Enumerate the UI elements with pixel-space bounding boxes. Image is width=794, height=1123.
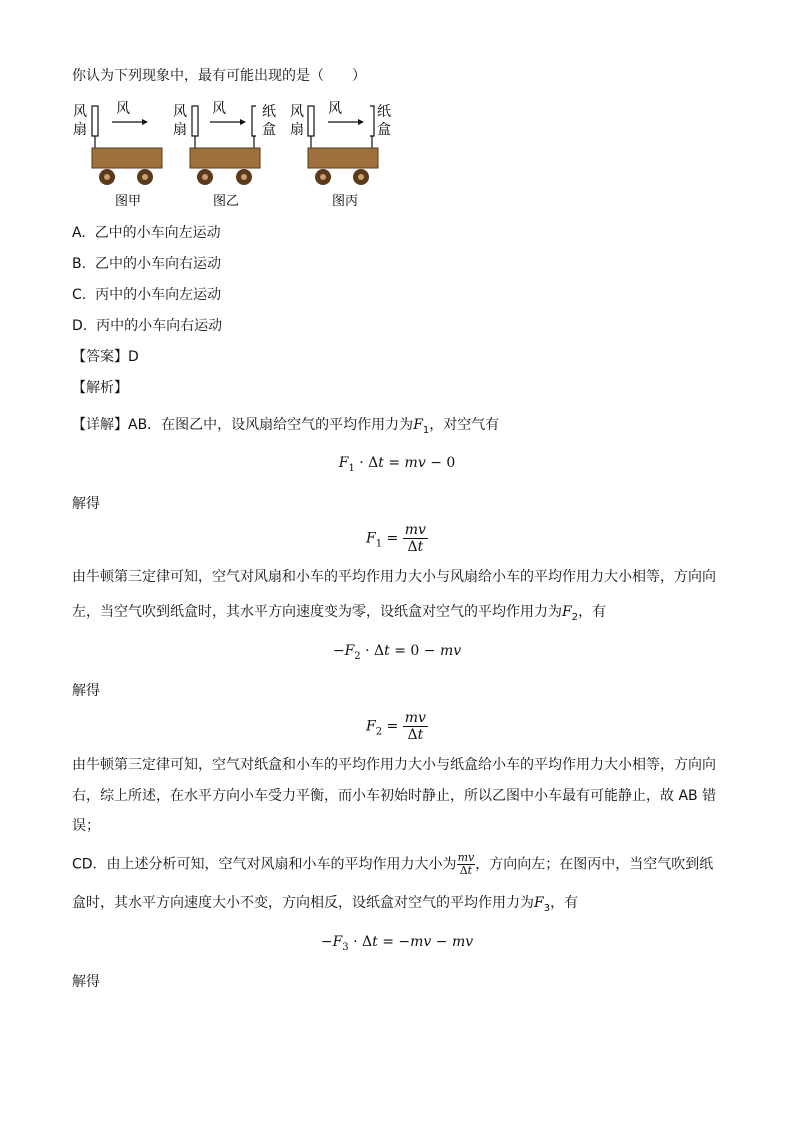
caption-jia: 图甲 xyxy=(115,194,142,209)
equation-5: $-F_3 \cdot \Delta t = -mv$ − mv xyxy=(320,934,474,953)
detail-p4: 由牛顿第三定律可知，空气对纸盒和小车的平均作用力大小与纸盒给小车的平均作用力大小相等，方向向 xyxy=(72,757,716,773)
equation-4: $F_2$ = $\frac{mv}{\Delta t}$ xyxy=(366,710,426,743)
svg-text:风: 风 xyxy=(173,104,187,120)
svg-text:盒: 盒 xyxy=(262,122,276,138)
question-text: 你认为下列现象中，最有可能出现的是（ ） xyxy=(72,68,366,84)
figure-yi xyxy=(173,101,276,209)
detail-p8: 盒时，其水平方向速度大小不变，方向相反，设纸盒对空气的平均作用力为$F_3$，有 xyxy=(72,895,579,914)
caption-yi: 图乙 xyxy=(213,194,240,209)
cart-body-2 xyxy=(190,148,260,168)
fan-cart-diagram xyxy=(70,96,410,216)
svg-text:风: 风 xyxy=(328,101,342,117)
option-a: A. 乙中的小车向左运动 xyxy=(72,225,221,241)
svg-text:纸: 纸 xyxy=(377,104,391,120)
svg-text:风: 风 xyxy=(212,101,226,117)
svg-text:扇: 扇 xyxy=(173,122,187,138)
cart-body-1 xyxy=(92,148,162,168)
paper-box-3 xyxy=(370,106,374,136)
equation-3: $-F_2 \cdot \Delta t = 0$ − mv xyxy=(332,643,462,662)
equation-2: $F_1$ = $\frac{mv}{\Delta t}$ xyxy=(366,522,426,555)
equation-1: $F_1 \cdot \Delta t$ = mv − 0 xyxy=(338,455,456,474)
option-d: D. 丙中的小车向右运动 xyxy=(72,318,223,334)
svg-text:扇: 扇 xyxy=(73,122,87,138)
answer-line xyxy=(72,347,139,367)
fan-3 xyxy=(308,106,314,136)
solve-label-3: 解得 xyxy=(72,974,100,990)
answer-tag: 【答案】 xyxy=(72,349,128,365)
option-b: B. 乙中的小车向右运动 xyxy=(72,256,221,272)
caption-bing: 图丙 xyxy=(332,194,359,209)
detail-p1: 【详解】AB．在图乙中，设风扇给空气的平均作用力为$F_1$，对空气有 xyxy=(72,417,500,436)
figure-bing xyxy=(290,101,391,209)
fan-1 xyxy=(92,106,98,136)
paper-box-2 xyxy=(252,106,256,136)
fan-label-1: 风 xyxy=(73,104,87,120)
svg-text:盒: 盒 xyxy=(377,122,391,138)
fan-2 xyxy=(192,106,198,136)
solve-label-1: 解得 xyxy=(72,496,100,512)
solve-label-2: 解得 xyxy=(72,683,100,699)
wind-label-1: 风 xyxy=(116,101,130,117)
detail-p3: 左，当空气吹到纸盒时，其水平方向速度变为零，设纸盒对空气的平均作用力为$F_2$，有 xyxy=(72,604,607,623)
svg-text:纸: 纸 xyxy=(262,104,276,120)
answer-value: D xyxy=(128,349,139,365)
detail-p6: 误； xyxy=(72,818,100,834)
svg-text:扇: 扇 xyxy=(290,122,304,138)
option-c: C. 丙中的小车向左运动 xyxy=(72,287,222,303)
detail-p5: 右，综上所述，在水平方向小车受力平衡，而小车初始时静止，所以乙图中小车最有可能静止，故 AB 错 xyxy=(72,788,717,804)
detail-p7: CD．由上述分析可知，空气对风扇和小车的平均作用力大小为 $\frac{mv}{\Delta t}$，方向向左；在图丙中，当空气吹到纸 xyxy=(72,851,714,877)
analysis-tag: 【解析】 xyxy=(72,380,128,396)
cart-body-3 xyxy=(308,148,378,168)
detail-p2: 由牛顿第三定律可知，空气对风扇和小车的平均作用力大小与风扇给小车的平均作用力大小相等，方向向 xyxy=(72,569,716,585)
figure-jia xyxy=(73,101,162,209)
svg-text:风: 风 xyxy=(290,104,304,120)
